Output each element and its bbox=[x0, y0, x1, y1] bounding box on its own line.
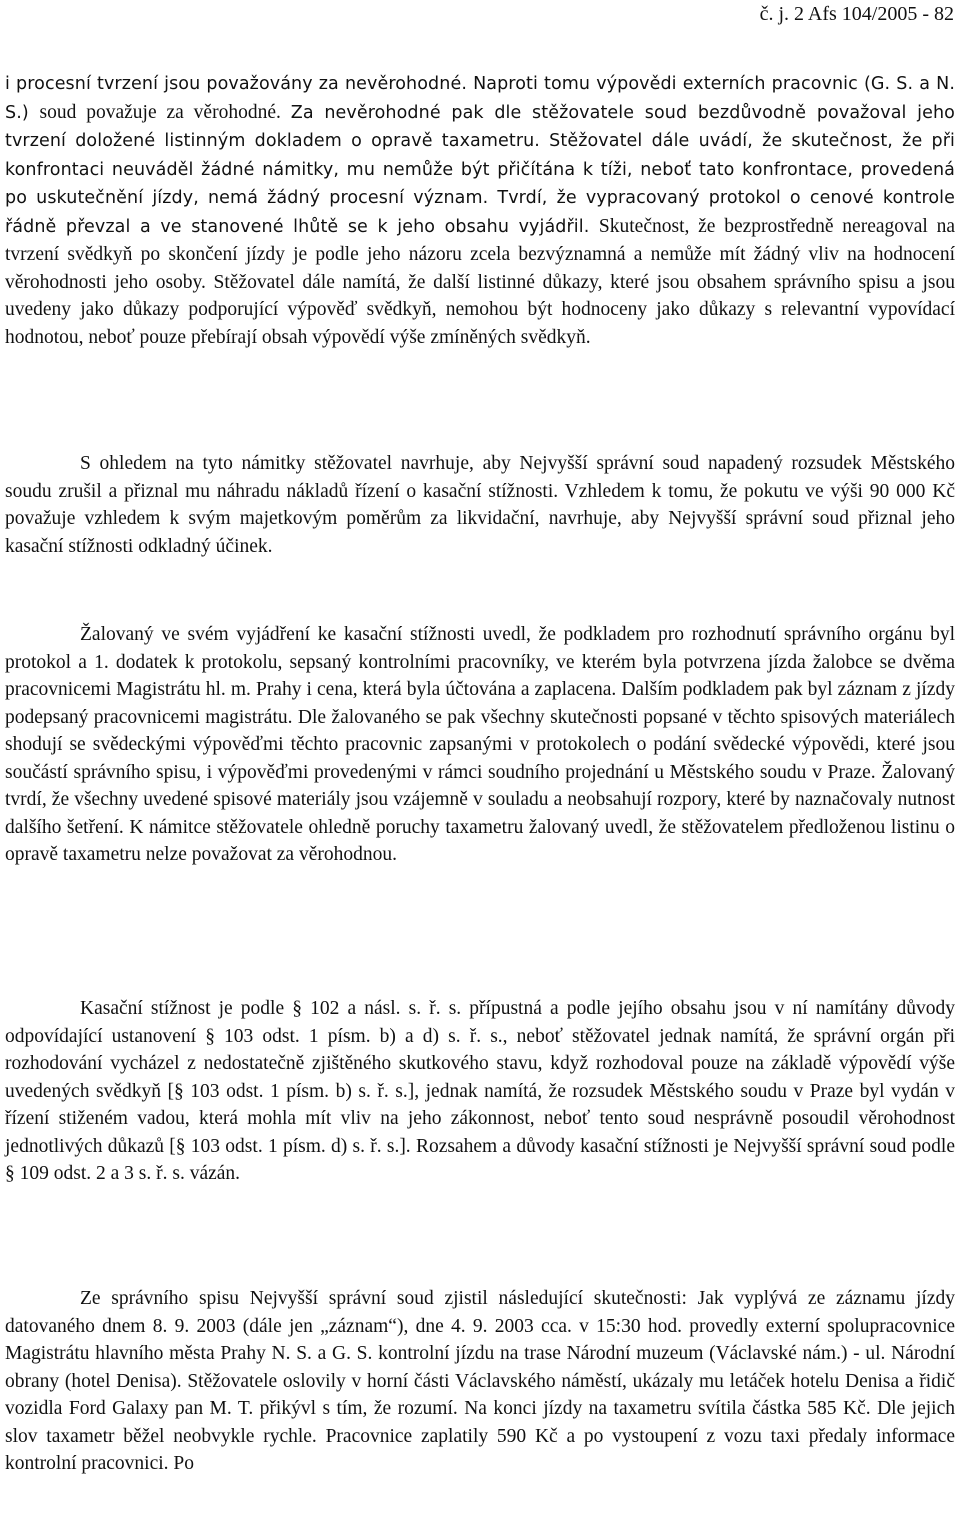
text-segment: i procesní tvrzení jsou považovány za nevěrohodné. Naproti tomu výpovědi externích pracovnic (G. S. a N. S.) bbox=[5, 74, 955, 123]
text-segment: S ohledem na tyto námitky stěžovatel navrhuje, aby Nejvyšší správní soud napadený rozsudek Městského soudu zrušil a přiznal mu náhradu nákladů řízení o kasační stížnosti. Vzhledem k tomu, že pokutu ve výši 90 000 Kč považuje vzhledem k svým majetkovým poměrům za likvidační, navrhuje, aby Nejvyšší správní soud přiznal jeho kasační stížnosti odkladný účinek. bbox=[5, 453, 955, 557]
case-number: č. j. 2 Afs 104/2005 - 82 bbox=[759, 3, 954, 25]
paragraph-defendant-response bbox=[5, 621, 955, 869]
paragraph-appeal-arguments bbox=[5, 70, 955, 351]
text-segment: soud považuje za věrohodné. bbox=[39, 101, 291, 123]
text-segment: Za nevěrohodné pak dle stěžovatele soud bezdůvodně považoval jeho tvrzení doložené listinným dokladem o opravě taxametru. Stěžovatel dále uvádí, že skutečnost, že při konfrontaci neuváděl žádné námitky, mu nemůže být přičítána k tíži, neboť tato konfrontace, provedená po uskutečnění jízdy, nemá žádný procesní význam. Tvrdí, že vypracovaný protokol o cenové kontrole řádně převzal a ve stanovené lhůtě se k jeho obsahu vyjádřil. bbox=[5, 102, 955, 237]
text-segment: Kasační stížnost je podle § 102 a násl. s. ř. s. přípustná a podle jejího obsahu jsou v ní namítány důvody odpovídající ustanovení § 103 odst. 1 písm. b) a d) s. ř. s., neboť stěžovatel jednak namítá, že správní orgán při rozhodování vycházel z nedostatečně zjištěného skutkového stavu, když rozhodoval pouze na základě výpovědí výše uvedených svědkyň [§ 103 odst. 1 písm. b) s. ř. s.], jednak namítá, že rozsudek Městského soudu v Praze byl vydán v řízení stiženém vadou, která mohla mít vliv na jeho zákonnost, neboť tento soud nesprávně posoudil věrohodnost jednotlivých důkazů [§ 103 odst. 1 písm. d) s. ř. s.]. Rozsahem a důvody kasační stížnosti je Nejvyšší správní soud podle § 109 odst. 2 a 3 s. ř. s. vázán. bbox=[5, 998, 955, 1184]
paragraph-file-findings bbox=[5, 1285, 955, 1478]
text-segment: Žalovaný ve svém vyjádření ke kasační stížnosti uvedl, že podkladem pro rozhodnutí správního orgánu byl protokol a 1. dodatek k protokolu, sepsaný kontrolními pracovníky, ve kterém byla potvrzena jízda žalobce se dvěma pracovnicemi Magistrátu hl. m. Prahy i cena, která byla účtována a zaplacena. Dalším podkladem pak byl záznam z jízdy podepsaný pracovnicemi magistrátu. Dle žalovaného se pak všechny skutečnosti popsané v těchto spisových materiálech shodují se svědeckými výpověďmi těchto pracovnic zapsanými v protokolech o podání svědecké výpovědi, které jsou součástí správního spisu, i výpověďmi provedenými v rámci soudního projednání u Městského soudu v Praze. Žalovaný tvrdí, že všechny uvedené spisové materiály jsou vzájemně v souladu a neobsahují rozpory, které by naznačovaly nutnost dalšího šetření. K námitce stěžovatele ohledně poruchy taxametru žalovaný uvedl, že stěžovatelem předloženou listinu o opravě taxametru nelze považovat za věrohodnou. bbox=[5, 624, 955, 865]
paragraph-admissibility bbox=[5, 995, 955, 1188]
paragraph-appeal-request bbox=[5, 450, 955, 560]
text-segment: Skutečnost, že bezprostředně nereagoval na tvrzení svědkyň po skončení jízdy je podle jeho názoru zcela bezvýznamná a nemůže mít žádný vliv na hodnocení věrohodnosti jeho osoby. Stěžovatel dále namítá, že další listinné důkazy, které jsou obsahem správního spisu a jsou uvedeny jako důkazy podporující výpověď svědkyň, nemohou být hodnoceny jako důkazy s relevantní vypovídací hodnotou, neboť pouze přebírají obsah výpovědí výše zmíněných svědkyň. bbox=[5, 215, 955, 348]
text-segment: Ze správního spisu Nejvyšší správní soud zjistil následující skutečnosti: Jak vyplývá ze záznamu jízdy datovaného dnem 8. 9. 2003 (dále jen „záznam“), dne 4. 9. 2003 cca. v 15:30 hod. provedly externí spolupracovnice Magistrátu hlavního města Prahy N. S. a G. S. kontrolní jízdu na trase Národní muzeum (Václavské nám.) - ul. Národní obrany (hotel Denisa). Stěžovatele oslovily v horní části Václavského náměstí, ukázaly mu letáček hotelu Denisa a řidič vozidla Ford Galaxy pan M. T. přikývl s tím, že rozumí. Na konci jízdy na taxametru svítila částka 585 Kč. Dle jejich slov taxametr běžel neobvykle rychle. Pracovnice zaplatily 590 Kč a po vystoupení z vozu taxi předaly informace kontrolní pracovnici. Po bbox=[5, 1288, 955, 1474]
